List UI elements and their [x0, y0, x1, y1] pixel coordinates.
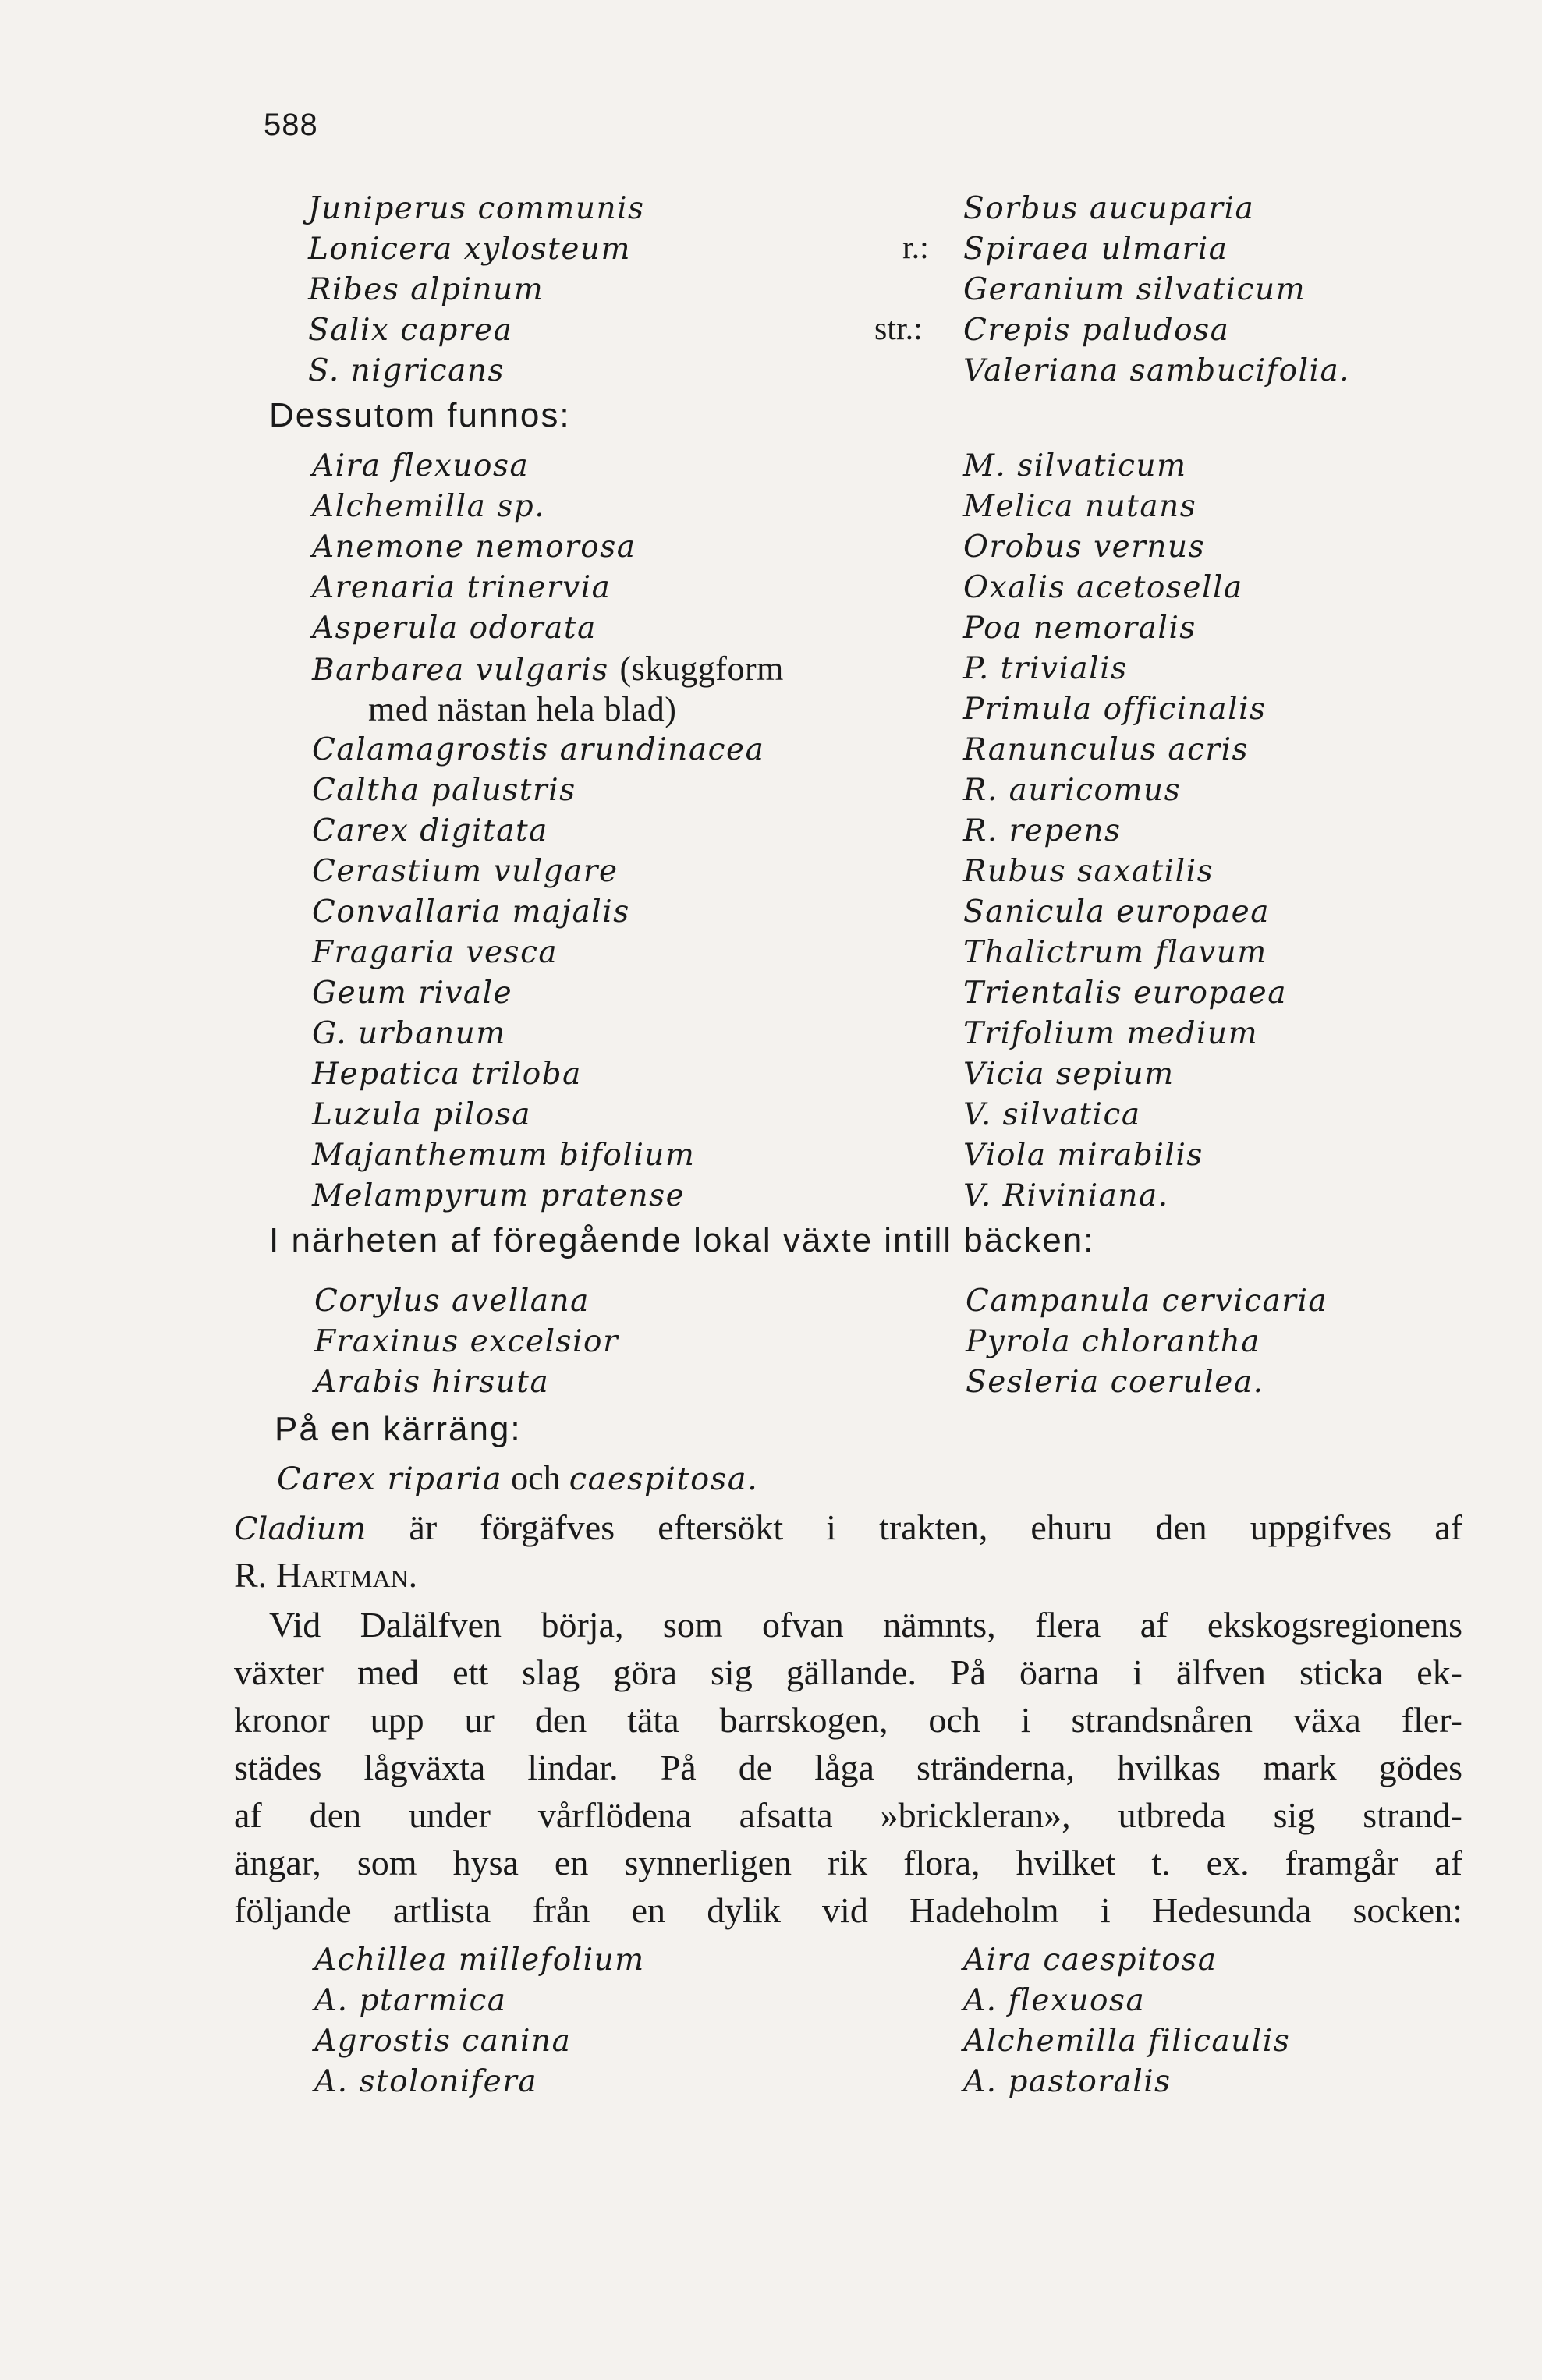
species-name: Cerastium vulgare: [312, 854, 619, 889]
species-name: R. auricomus: [963, 773, 1182, 808]
species-name: Melica nutans: [963, 489, 1197, 524]
heading-dessutom-funnos: Dessutom funnos:: [269, 396, 571, 434]
habitat-marker-r: r.:: [902, 230, 929, 266]
species-name: Barbarea vulgaris: [312, 653, 609, 688]
species-name: Hepatica triloba: [312, 1057, 582, 1092]
species-name: Pyrola chlorantha: [966, 1324, 1260, 1359]
author-name: Hartman.: [275, 1555, 418, 1595]
species-name: V. silvatica: [963, 1097, 1141, 1132]
species-name: A. ptarmica: [314, 1983, 507, 2018]
species-name: Caltha palustris: [312, 773, 576, 808]
species-name: Majanthemum bifolium: [312, 1138, 696, 1173]
species-name: Aira flexuosa: [312, 448, 530, 483]
block1-left-column: [308, 189, 645, 391]
species-name: caespitosa.: [569, 1461, 759, 1497]
species-name: Trifolium medium: [963, 1016, 1259, 1051]
author-initial: R.: [234, 1555, 276, 1595]
species-name: Aira caespitosa: [963, 1943, 1218, 1978]
species-name: Ranunculus acris: [963, 732, 1250, 767]
species-name: Vicia sepium: [963, 1057, 1175, 1092]
species-name: Trientalis europaea: [963, 976, 1287, 1011]
species-name: Poa nemoralis: [963, 611, 1196, 646]
species-name: Melampyrum pratense: [312, 1178, 686, 1213]
species-name: Corylus avellana: [314, 1284, 590, 1319]
species-name: P. trivialis: [963, 651, 1128, 686]
paragraph-line: följande artlista från en dylik vid Hadeholm i Hedesunda socken:: [234, 1890, 1462, 1930]
paragraph-line: växter med ett slag göra sig gällande. På öarna i älfven sticka ek-: [234, 1652, 1462, 1692]
species-name: Spiraea ulmaria: [963, 232, 1228, 267]
species-name: M. silvaticum: [963, 448, 1187, 483]
species-name: R. repens: [963, 813, 1122, 848]
species-name: Cladium: [234, 1511, 367, 1547]
species-name: Crepis paludosa: [963, 313, 1230, 348]
species-name: A. stolonifera: [314, 2064, 538, 2099]
species-name: Ribes alpinum: [308, 272, 544, 307]
species-name: Thalictrum flavum: [963, 935, 1267, 970]
species-name: Arenaria trinervia: [312, 570, 611, 605]
species-name: Sanicula europaea: [963, 894, 1271, 930]
species-name: Primula officinalis: [963, 692, 1267, 727]
species-name: Salix caprea: [308, 313, 513, 348]
species-name: Rubus saxatilis: [963, 854, 1214, 889]
species-name: Sorbus aucuparia: [963, 191, 1255, 226]
species-name: Fragaria vesca: [312, 935, 558, 970]
species-name: Lonicera xylosteum: [308, 232, 632, 267]
species-name: Fraxinus excelsior: [314, 1324, 619, 1359]
author-line: [234, 1551, 1462, 1599]
species-note: (skuggform: [619, 650, 784, 688]
heading-narheten: I närheten af föregående lokal växte intill bäcken:: [269, 1221, 1095, 1259]
species-name: Campanula cervicaria: [966, 1284, 1328, 1319]
cladium-text: är förgäfves eftersökt i trakten, ehuru den uppgifves af: [366, 1507, 1462, 1547]
block4-right-column: [963, 1940, 1290, 2102]
species-name: Agrostis canina: [314, 2024, 572, 2059]
species-name: Anemone nemorosa: [312, 529, 636, 565]
species-name: Alchemilla filicaulis: [963, 2024, 1291, 2059]
species-note-continuation: [312, 689, 784, 730]
species-name: A. flexuosa: [963, 1983, 1146, 2018]
species-name: Convallaria majalis: [312, 894, 630, 930]
species-name: Oxalis acetosella: [963, 570, 1243, 605]
page-number: 588: [264, 108, 318, 142]
paragraph-line: städes lågväxta lindar. På de låga stränderna, hvilkas mark gödes: [234, 1748, 1462, 1787]
paragraph-line: ängar, som hysa en synnerligen rik flora, hvilket t. ex. framgår af: [234, 1843, 1462, 1882]
species-name: Calamagrostis arundinacea: [312, 732, 765, 767]
paragraph-line: kronor upp ur den täta barrskogen, och i strandsnåren växa fler-: [234, 1700, 1462, 1740]
block3-left-column: [314, 1281, 619, 1403]
habitat-marker-str: str.:: [874, 311, 923, 347]
species-name: S. nigricans: [308, 353, 505, 388]
species-note: med nästan hela blad): [368, 690, 677, 728]
species-name: Viola mirabilis: [963, 1138, 1203, 1173]
block2-left-column: [312, 446, 784, 1217]
block3-right-column: [966, 1281, 1328, 1403]
block1-right-column: [963, 189, 1350, 391]
species-name: Luzula pilosa: [312, 1097, 531, 1132]
species-name: A. pastoralis: [963, 2064, 1172, 2099]
species-name: Alchemilla sp.: [312, 489, 546, 524]
block4-left-column: [314, 1940, 645, 2102]
cladium-line: [234, 1503, 1462, 1551]
species-name: Geum rivale: [312, 976, 513, 1011]
species-name: Asperula odorata: [312, 611, 597, 646]
species-name: Arabis hirsuta: [314, 1365, 550, 1400]
species-name: Valeriana sambucifolia.: [963, 353, 1351, 388]
heading-karrang: På en kärräng:: [275, 1410, 522, 1448]
block2-right-column: [963, 446, 1287, 1217]
species-name: Geranium silvaticum: [963, 272, 1306, 307]
species-name: V. Riviniana.: [963, 1178, 1169, 1213]
paragraph-line: af den under vårflödena afsatta »brickleran», utbreda sig strand-: [234, 1795, 1462, 1835]
carex-line: [277, 1458, 758, 1498]
species-name: Orobus vernus: [963, 529, 1206, 565]
species-name: Juniperus communis: [308, 191, 645, 226]
paragraph-line: Vid Dalälfven börja, som ofvan nämnts, flera af ekskogsregionens: [269, 1605, 1462, 1645]
species-name-with-note: [312, 649, 784, 689]
species-name: G. urbanum: [312, 1016, 506, 1051]
species-name: Achillea millefolium: [314, 1943, 645, 1978]
conjunction: och: [502, 1459, 569, 1497]
species-name: Carex riparia: [277, 1461, 503, 1497]
species-name: Sesleria coerulea.: [966, 1365, 1264, 1400]
species-name: Carex digitata: [312, 813, 548, 848]
